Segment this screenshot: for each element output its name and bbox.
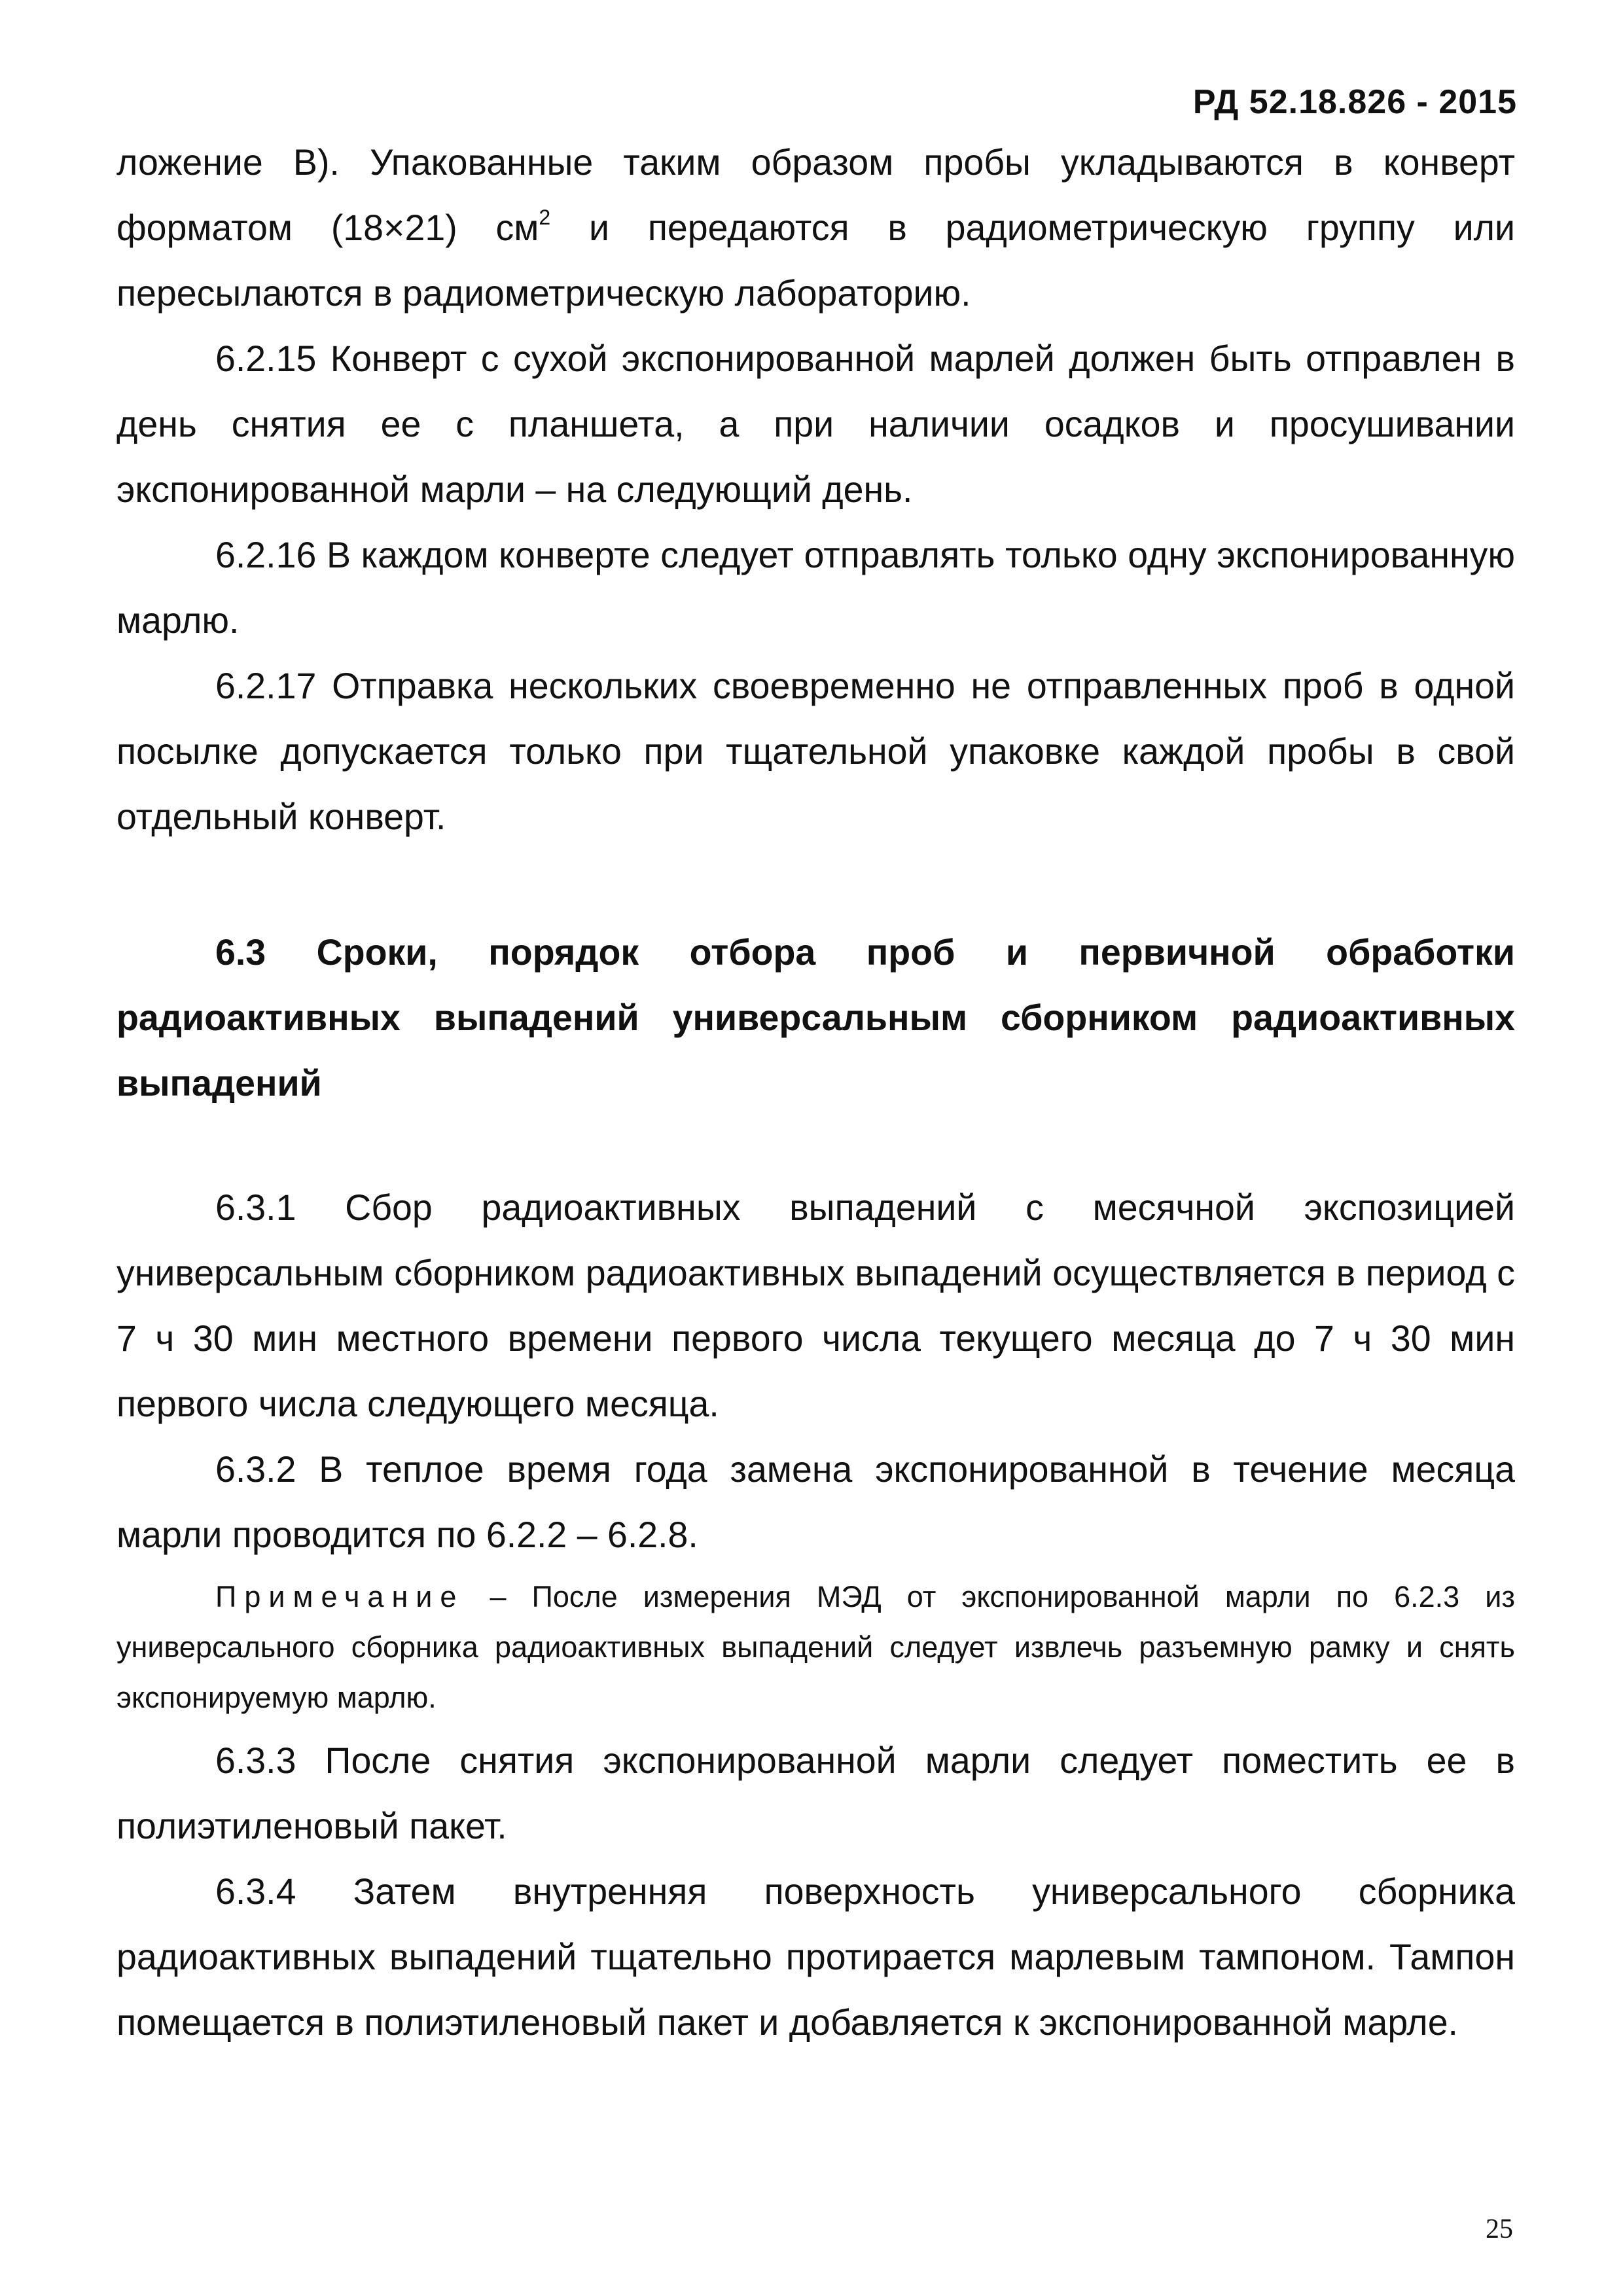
paragraph-6-3-1: 6.3.1 Сбор радиоактивных выпадений с месячной экспозицией универсальным сборником радиоактивных выпадений осуществляется в период с 7 ч 30 мин местного времени первого числа текущего месяца до 7 ч 30 мин первого числа следующего месяца. xyxy=(116,1187,1515,1424)
section-heading-6-3: 6.3 Сроки, порядок отбора проб и первичной обработки радиоактивных выпадений универсальным сборником радиоактивных выпадений xyxy=(116,932,1515,1103)
note-text: – После измерения МЭД от экспонированной марли по 6.2.3 из универсального сборника радиоактивных выпадений следует извлечь разъемную рамку и снять экспонируемую марлю. xyxy=(116,1580,1515,1714)
paragraph-text: и передаются в радиометрическую группу или пересылаются в радиометрическую лабораторию. xyxy=(116,207,1515,314)
document-body xyxy=(116,130,1515,2055)
page-number: 25 xyxy=(1486,2214,1513,2244)
paragraph-6-3-4: 6.3.4 Затем внутренняя поверхность универсального сборника радиоактивных выпадений тщательно протирается марлевым тампоном. Тампон помещается в полиэтиленовый пакет и добавляется к экспонированной марле. xyxy=(116,1871,1515,2043)
paragraph-6-3-3: 6.3.3 После снятия экспонированной марли следует поместить ее в полиэтиленовый пакет. xyxy=(116,1740,1515,1846)
paragraph-6-3-2: 6.3.2 В теплое время года замена экспонированной в течение месяца марли проводится по 6.2.2 – 6.2.8. xyxy=(116,1449,1515,1555)
paragraph-6-2-17: 6.2.17 Отправка нескольких своевременно не отправленных проб в одной посылке допускается только при тщательной упаковке каждой пробы в свой отдельный конверт. xyxy=(116,666,1515,837)
paragraph-text: ложение В). Упакованные таким образом пробы укладываются в конверт форматом (18×21) см xyxy=(116,142,1515,248)
paragraph-6-2-15: 6.2.15 Конверт с сухой экспонированной марлей должен быть отправлен в день снятия ее с планшета, а при наличии осадков и просушивании экспонированной марли – на следующий день. xyxy=(116,338,1515,510)
note-label: Примечание xyxy=(215,1580,465,1613)
paragraph-6-2-16: 6.2.16 В каждом конверте следует отправлять только одну экспонированную марлю. xyxy=(116,535,1515,641)
note xyxy=(116,1571,1515,1723)
paragraph-continuation xyxy=(116,130,1515,326)
document-code: РД 52.18.826 - 2015 xyxy=(1192,83,1517,121)
superscript: 2 xyxy=(539,206,551,229)
